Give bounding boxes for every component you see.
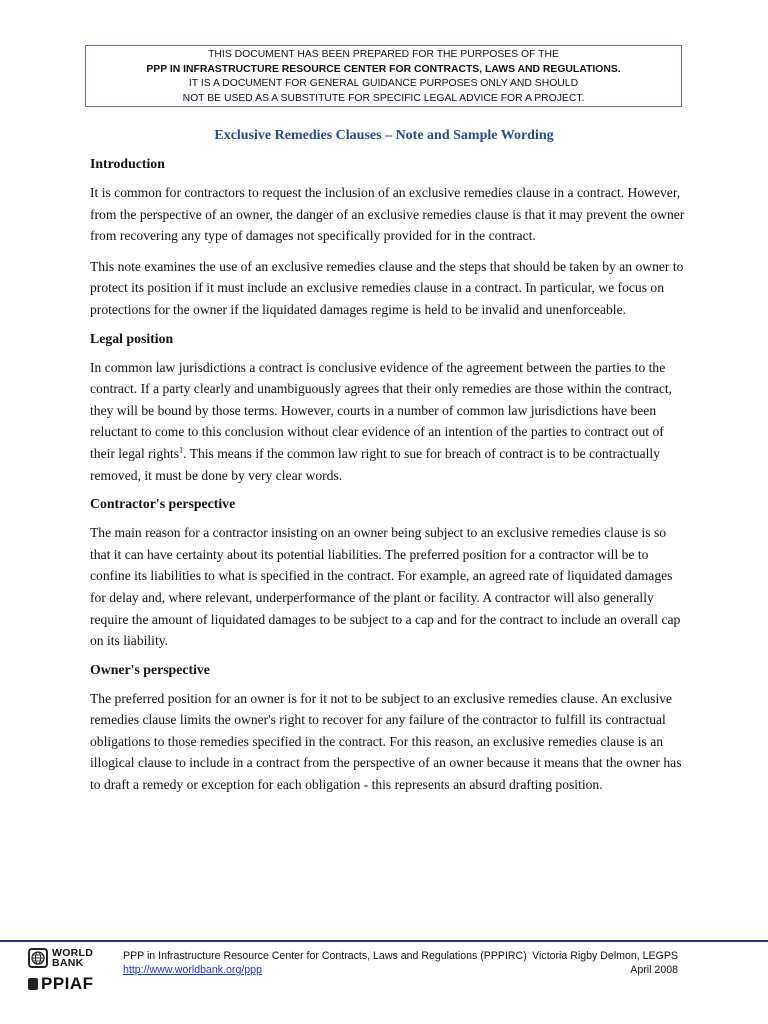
disclaimer-line: THIS DOCUMENT HAS BEEN PREPARED FOR THE PURPOSES OF THE <box>208 49 559 60</box>
paragraph: It is common for contractors to request the inclusion of an exclusive remedies clause in a contract. However, from the perspective of an owner, the danger of an exclusive remedies clause is that it may prevent the owner from recovering any type of damages not specifically provided for in the contract. <box>90 185 685 244</box>
paragraph: The preferred position for an owner is for it not to be subject to an exclusive remedies clause. An exclusive remedies clause limits the owner's right to recover for any failure of the contractor to fulfill its contractual obligations to those remedies specified in the contract. For this reason, an exclusive remedies clause is an illogical clause to include in a contract from the perspective of an owner because it means that the owner has to draft a remedy or exception for each obligation - this represents an absurd drafting position. <box>90 690 682 793</box>
world-bank-logo <box>28 948 128 968</box>
ppiaf-mark-icon <box>28 978 38 990</box>
document-title: Exclusive Remedies Clauses – Note and Sample Wording <box>214 128 554 143</box>
footer-logos <box>28 948 128 994</box>
disclaimer-box <box>85 45 682 107</box>
world-bank-wordmark: BANK <box>52 957 84 969</box>
footer-date: April 2008 <box>630 964 678 976</box>
footer-author: Victoria Rigby Delmon, LEGPS <box>532 950 678 962</box>
document-body <box>90 155 686 796</box>
globe-icon <box>28 948 48 968</box>
footnote-marker[interactable]: 1 <box>179 445 184 455</box>
world-bank-wordmark: WORLD <box>52 947 94 959</box>
disclaimer-line: NOT BE USED AS A SUBSTITUTE FOR SPECIFIC LEGAL ADVICE FOR A PROJECT. <box>182 92 585 104</box>
footer-link[interactable]: http://www.worldbank.org/ppp <box>123 964 262 976</box>
section-heading-contractors-perspective: Contractor's perspective <box>90 496 236 512</box>
ppiaf-logo <box>28 974 128 994</box>
footer-center <box>123 949 533 977</box>
paragraph: This note examines the use of an exclusive remedies clause and the steps that should be taken by an owner to protect its position if it must include an exclusive remedies clause in a contract. In particular, we focus on protections for the owner if the liquidated damages regime is held to be invalid and unenforceable. <box>90 258 684 317</box>
paragraph-text: In common law jurisdictions a contract is conclusive evidence of the agreement between the parties to the contract. If a party clearly and unambiguously agrees that their only remedies are those within the contract, they will be bound by those terms. However, courts in a number of common law jurisdictions have been reluctant to come to this conclusion without clear evidence of an intention of the parties to contract out of their legal rights <box>90 359 673 461</box>
ppiaf-wordmark: PPIAF <box>41 974 94 993</box>
paragraph <box>90 357 686 487</box>
footer-center-text: PPP in Infrastructure Resource Center for Contracts, Laws and Regulations (PPPIRC) <box>123 950 527 962</box>
footer-divider <box>0 940 768 942</box>
disclaimer-line: IT IS A DOCUMENT FOR GENERAL GUIDANCE PURPOSES ONLY AND SHOULD <box>188 78 579 90</box>
paragraph-text: . This means if the common law right to sue for breach of contract is to be contractually removed, it must be done by very clear words. <box>90 445 660 483</box>
disclaimer-line: PPP IN INFRASTRUCTURE RESOURCE CENTER FOR CONTRACTS, LAWS AND REGULATIONS. <box>146 63 621 75</box>
footer-right <box>532 949 678 977</box>
section-heading-owners-perspective: Owner's perspective <box>90 661 210 677</box>
section-heading-introduction: Introduction <box>90 156 165 171</box>
paragraph: The main reason for a contractor insisting on an owner being subject to an exclusive remedies clause is so that it can have certainty about its potential liabilities. The preferred position for a contractor will be to confine its liabilities to what is specified in the contract. For example, an agreed rate of liquidated damages for delay and, where relevant, underperformance of the plant or facility. A contractor will also generally require the amount of liquidated damages to be subject to a cap and for the contract to include an overall cap on its liability. <box>90 525 681 649</box>
section-heading-legal-position: Legal position <box>90 330 174 346</box>
